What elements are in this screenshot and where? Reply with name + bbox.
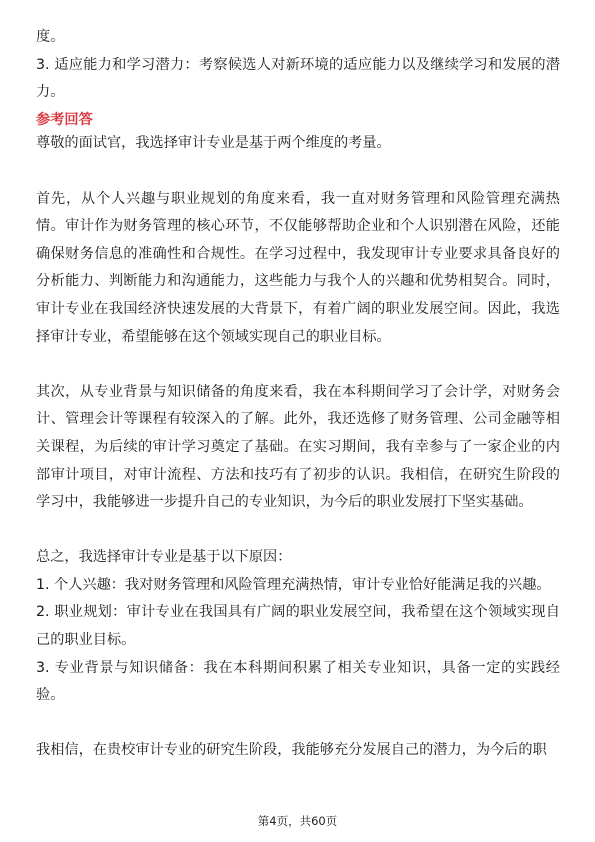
paragraph-spacer — [36, 351, 560, 379]
paragraph: 度。 — [36, 29, 65, 45]
section-heading: 参考回答 — [36, 111, 93, 128]
paragraph: 2. 职业规划：审计专业在我国具有广阔的职业发展空间，我希望在这个领域实现自己的职业目标。 — [36, 604, 560, 649]
paragraph: 其次，从专业背景与知识储备的角度来看，我在本科期间学习了会计学，对财务会计、管理会计等课程有较深入的了解。此外，我还选修了财务管理、公司金融等相关课程，为后续的审计学习奠定了基础。在实习期间，我有幸参与了一家企业的内部审计项目，对审计流程、方法和技巧有了初步的认识。我相信，在研究生阶段的学习中，我能够进一步提升自己的专业知识，为今后的职业发展打下坚实基础。 — [36, 383, 560, 511]
page-number-footer: 第4页，共60页 — [257, 814, 338, 828]
paragraph-spacer — [36, 517, 560, 545]
paragraph: 首先，从个人兴趣与职业规划的角度来看，我一直对财务管理和风险管理充满热情。审计作为财务管理的核心环节，不仅能够帮助企业和个人识别潜在风险，还能确保财务信息的准确性和合规性。在学习过程中，我发现审计专业要求具备良好的分析能力、判断能力和沟通能力，这些能力与我个人的兴趣和优势相契合。同时，审计专业在我国经济快速发展的大背景下，有着广阔的职业发展空间。因此，我选择审计专业，希望能够在这个领域实现自己的职业目标。 — [36, 190, 560, 345]
paragraph: 总之，我选择审计专业是基于以下原因： — [36, 549, 292, 566]
paragraph: 3. 专业背景与知识储备：我在本科期间积累了相关专业知识，具备一定的实践经验。 — [36, 659, 560, 704]
paragraph: 我相信，在贵校审计专业的研究生阶段，我能够充分发展自己的潜力，为今后的职 — [36, 742, 547, 759]
paragraph: 3. 适应能力和学习潜力：考察候选人对新环境的适应能力以及继续学习和发展的潜力。 — [36, 56, 560, 101]
paragraph: 尊敬的面试官，我选择审计专业是基于两个维度的考量。 — [36, 135, 391, 152]
document-body — [36, 24, 560, 765]
paragraph-spacer — [36, 158, 560, 186]
paragraph-spacer — [36, 710, 560, 738]
paragraph: 1. 个人兴趣：我对财务管理和风险管理充满热情，审计专业恰好能满足我的兴趣。 — [36, 576, 551, 593]
